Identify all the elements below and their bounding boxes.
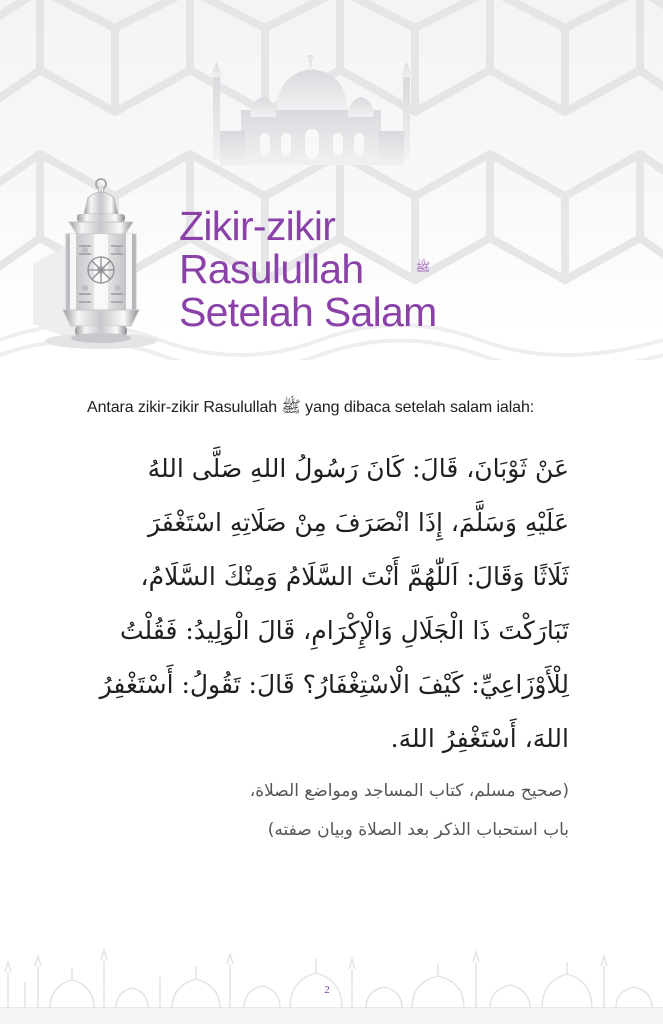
hadith-line: ثَلَاثًا وَقَالَ: اَللّٰهُمَّ أَنْتَ السَّلَامُ وَمِنْكَ السَّلَامُ، (140, 562, 569, 591)
hadith-line: لِلْأَوْزَاعِيِّ: كَيْفَ الْاسْتِغْفَارُ؟ قَالَ: تَقُولُ: أَسْتَغْفِرُ (99, 670, 569, 699)
lantern-icon (55, 176, 147, 346)
hadith-line: تَبَارَكْتَ ذَا الْجَلَالِ وَالْإِكْرَامِ، قَالَ الْوَلِيدُ: فَقُلْتُ (120, 616, 569, 645)
source-reference (87, 772, 569, 850)
skyline-decoration (0, 924, 663, 1024)
title-line-2: Rasulullah (179, 246, 364, 292)
lantern-illustration (33, 176, 168, 356)
page-title (179, 205, 499, 334)
source-line: باب استحباب الذكر بعد الصلاة وبيان صفته) (267, 820, 569, 840)
page-number: 2 (324, 984, 330, 996)
title-line-3: Setelah Salam (179, 289, 437, 335)
hadith-text (87, 442, 569, 766)
hadith-line: عَلَيْهِ وَسَلَّمَ، إِذَا انْصَرَفَ مِنْ صَلَاتِهِ اسْتَغْفَرَ (147, 508, 569, 537)
source-line: (صحيح مسلم، كتاب المساجد ومواضع الصلاة، (249, 781, 569, 801)
honorific-calligraphy: ﷺ (415, 260, 431, 274)
mosque-icon (205, 55, 420, 175)
intro-paragraph: Antara zikir-zikir Rasulullah ﷺ yang dibaca setelah salam ialah: (87, 399, 535, 416)
title-line-1: Zikir-zikir (179, 203, 336, 249)
content-area (87, 395, 569, 850)
hadith-line: اللهَ، أَسْتَغْفِرُ اللهَ. (390, 724, 569, 753)
hadith-line: عَنْ ثَوْبَانَ، قَالَ: كَانَ رَسُولُ اللهِ صَلَّى اللهُ (147, 454, 569, 483)
